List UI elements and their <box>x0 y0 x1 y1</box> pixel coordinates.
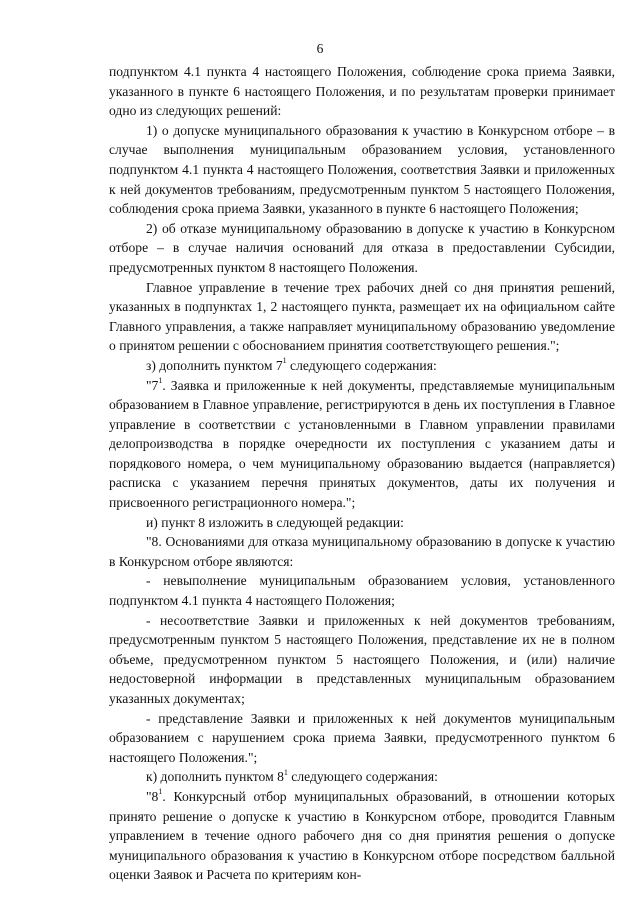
paragraph-2: 1) о допуске муниципального образования к участию в Конкурсном отборе – в случае выполнения муниципальным образованием условия, установленного подпунктом 4.1 пункта 4 настоящего Положения, соответствия Заявки и приложенных к ней документов требованиям, предусмотренным пунктом 5 настоящего Положения, соблюдения срока приема Заявки, указанного в пункте 6 настоящего Положения; <box>109 122 615 217</box>
paragraph-13-after: . Конкурсный отбор муниципальных образований, в отношении которых принято решение о допуске к участию в Конкурсном отборе, проводится Главным управлением в течение одного рабочего дня со дня принятия решения о допуске муниципального образования к участию в Конкурсном отборе посредством балльной оценки Заявок и Расчета по критериям кон- <box>109 788 615 883</box>
paragraph-6 <box>109 376 615 513</box>
paragraph-13 <box>109 787 615 885</box>
paragraph-1: подпунктом 4.1 пункта 4 настоящего Положения, соблюдение срока приема Заявки, указанного в пункте 6 настоящего Положения, и по результатам проверки принимает одно из следующих решений: <box>109 64 615 119</box>
paragraph-8: "8. Основаниями для отказа муниципальному образованию в допуске к участию в Конкурсном отборе являются: <box>109 534 615 569</box>
paragraph-5-after: следующего содержания: <box>286 357 437 373</box>
paragraph-12-superscript: 1 <box>283 767 288 777</box>
paragraph-6-after: . Заявка и приложенные к ней документы, представляемые муниципальным образованием в Главное управление, регистрируются в день их поступления в Главное управление в соответствии с установленными в Главном управлении правилами делопроизводства в порядке очередности их поступления с указанием даты и порядкового номера, о чем муниципальному образованию выдается (направляется) расписка с указанием перечня принятых документов, даты их получения и присвоенного регистрационного номера."; <box>109 377 615 511</box>
paragraph-13-superscript: 1 <box>158 787 163 797</box>
paragraph-9: - невыполнение муниципальным образованием условия, установленного подпунктом 4.1 пункта 4 настоящего Положения; <box>109 573 615 609</box>
paragraph-5-before: з) дополнить пунктом 7 <box>146 357 283 373</box>
paragraph-4: Главное управление в течение трех рабочих дней со дня принятия решений, указанных в подпунктах 1, 2 настоящего пункта, размещает их на официальном сайте Главного управления, а также направляет муниципальному образованию уведомление о принятом решении с обоснованием принятия соответствующего решения."; <box>109 279 615 354</box>
paragraph-5 <box>109 356 615 376</box>
paragraph-6-before: "7 <box>146 377 159 393</box>
document-body <box>109 62 615 885</box>
paragraph-10: - несоответствие Заявки и приложенных к ней документов требованиям, предусмотренным пунктом 5 настоящего Положения, представление их не в полном объеме, предусмотренном пунктом 5 настоящего Положения, и (или) наличие недостоверной информации в представленных муниципальным образованием указанных документах; <box>109 612 615 706</box>
paragraph-11: - представление Заявки и приложенных к ней документов муниципальным образованием с нарушением срока приема Заявки, предусмотренного пунктом 6 настоящего Положения."; <box>109 710 615 765</box>
paragraph-12-after: следующего содержания: <box>287 769 438 785</box>
paragraph-3: 2) об отказе муниципальному образованию в допуске к участию в Конкурсном отборе – в случае наличия оснований для отказа в предоставлении Субсидии, предусмотренных пунктом 8 настоящего Положения. <box>109 220 615 275</box>
paragraph-7: и) пункт 8 изложить в следующей редакции: <box>146 514 404 530</box>
paragraph-12 <box>109 767 615 787</box>
paragraph-6-superscript: 1 <box>158 375 163 385</box>
paragraph-13-before: "8 <box>146 788 159 804</box>
paragraph-12-before: к) дополнить пунктом 8 <box>146 769 284 785</box>
paragraph-5-superscript: 1 <box>282 356 287 366</box>
page-number: 6 <box>316 41 324 56</box>
